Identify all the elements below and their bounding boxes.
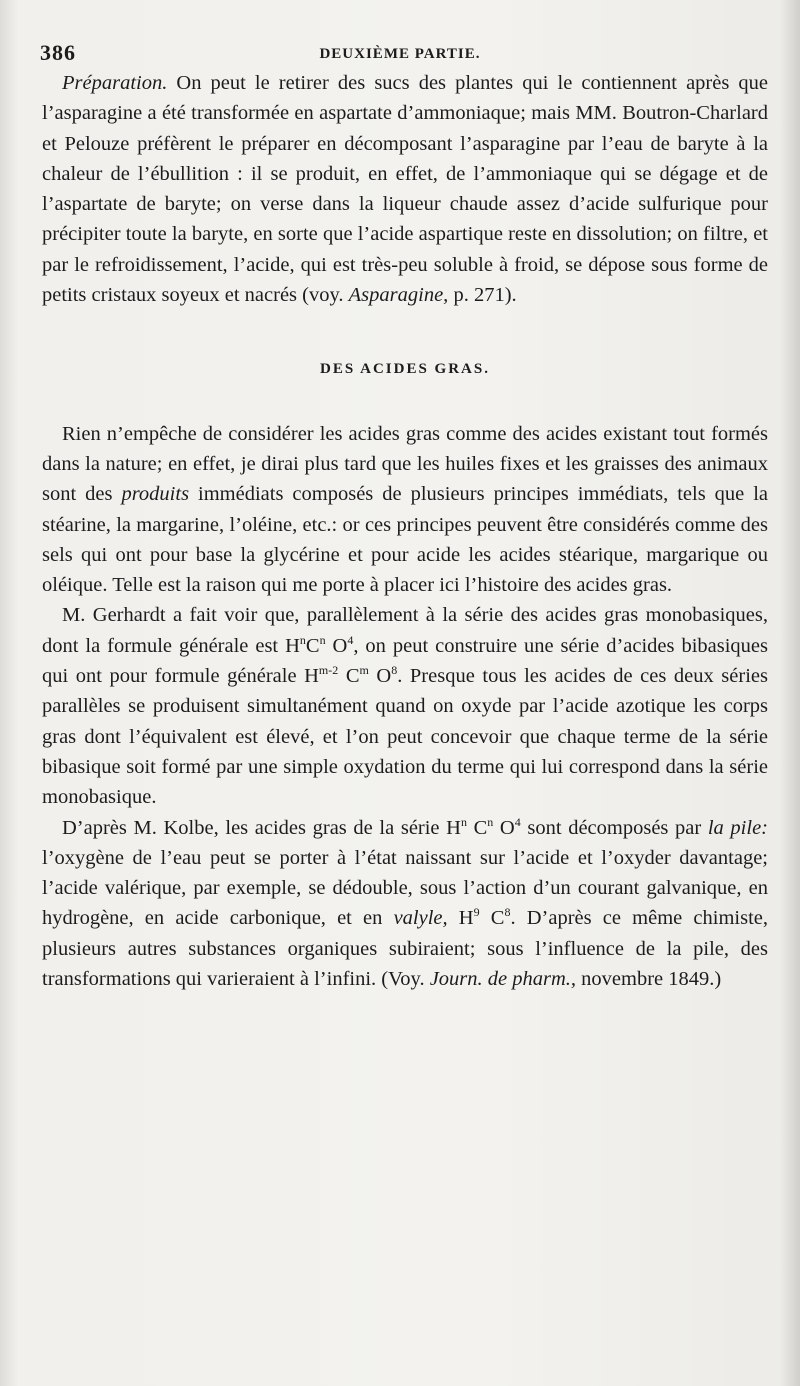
paragraph-text: Rien n’empêche de considérer les acides gras comme des acides existant tout formés dans la nature; en effet, je dirai plus tard que les huiles fixes et les graisses des animaux sont des bbox=[42, 422, 768, 506]
formula-text: H bbox=[447, 907, 474, 930]
paragraph-text: , on peut construire une série d’acides bibasiques qui ont pour formule générale H bbox=[42, 634, 768, 688]
paragraph-text: . Presque tous les acides de ces deux séries parallèles se produisent simultanément quand on oxyde par l’acide azotique les corps gras dont l’équivalent est élevé, et l’on peut concevoir que chaque terme de la série bibasique soit formé par une simple oxydation du terme qui lui correspond dans la série monobasique. bbox=[42, 665, 768, 809]
journal-reference: Journ. de pharm., bbox=[429, 968, 577, 991]
formula-exponent: m bbox=[359, 663, 369, 678]
formula-exponent: 4 bbox=[347, 632, 354, 647]
formula-exponent: m-2 bbox=[318, 663, 339, 678]
body-text bbox=[42, 68, 768, 994]
preparation-lead: Préparation. bbox=[62, 72, 168, 94]
page-header bbox=[40, 40, 760, 70]
running-head: DEUXIÈME PARTIE. bbox=[319, 46, 481, 62]
paragraph-text: p. 271). bbox=[448, 284, 517, 307]
italic-word: produits bbox=[121, 483, 190, 506]
paragraph-text: . D’après ce même chimiste, plusieurs autres substances organiques subiraient; sous l’influence de la pile, des transformations qui varieraient à l’infini. (Voy. bbox=[42, 907, 768, 991]
italic-word: la pile: bbox=[707, 816, 768, 839]
formula-text: C bbox=[466, 816, 488, 839]
formula-text: C bbox=[338, 665, 360, 688]
section-title: DES ACIDES GRAS. bbox=[320, 361, 490, 378]
paragraph-text: l’oxygène de l’eau peut se porter à l’état naissant sur l’acide et l’oxyder davantage; l’acide valérique, par exemple, se dédouble, sous l’action d’un courant galvanique, en hydrogène, en acide carbonique, et en bbox=[42, 846, 768, 930]
italic-word: valyle, bbox=[393, 907, 448, 930]
paragraph-text: novembre 1849.) bbox=[576, 968, 722, 991]
formula-exponent: n bbox=[299, 632, 306, 647]
formula-exponent: 8 bbox=[391, 663, 398, 678]
paragraph-text: immédiats composés de plusieurs principes immédiats, tels que la stéarine, la margarine, l’oléine, etc.: or ces principes peuvent être considérés comme des sels qui ont pour base la glycérine et pour acide les acides stéarique, margarique ou oléique. Telle est la raison qui me porte à placer ici l’histoire des acides gras. bbox=[42, 483, 769, 597]
paragraph-acides-gras bbox=[42, 419, 768, 601]
asparagine-reference: Asparagine, bbox=[348, 284, 449, 307]
formula-exponent: n bbox=[460, 814, 467, 829]
formula-text: O bbox=[325, 634, 348, 657]
formula-text: C bbox=[479, 907, 505, 930]
page-number: 386 bbox=[40, 40, 76, 65]
formula-exponent: n bbox=[319, 632, 326, 647]
formula-text: C bbox=[305, 634, 320, 657]
formula-exponent: n bbox=[487, 814, 494, 829]
paragraph-gerhardt bbox=[42, 600, 768, 812]
paragraph-kolbe bbox=[42, 813, 768, 995]
paragraph-text: M. Gerhardt a fait voir que, parallèlement à la série des acides gras monobasiques, dont la formule générale est H bbox=[42, 604, 768, 657]
paragraph-text: sont décomposés par bbox=[520, 816, 708, 839]
formula-exponent: 4 bbox=[514, 814, 521, 829]
paragraph-text: D’après M. Kolbe, les acides gras de la série H bbox=[62, 816, 461, 839]
formula-exponent: 9 bbox=[473, 905, 480, 920]
formula-text: O bbox=[493, 816, 515, 839]
page-edge-shadow bbox=[780, 0, 800, 1386]
paragraph-text: On peut le retirer des sucs des plantes qui le contiennent après que l’asparagine a été transformée en aspartate d’ammoniaque; mais MM. Boutron-Charlard et Pelouze préfèrent le préparer en décomposant l’asparagine par l’eau de baryte à la chaleur de l’ébullition : il se produit, en effet, de l’ammoniaque qui se dégage et de l’aspartate de baryte; on verse dans la liqueur chaude assez d’acide sulfurique pour précipiter toute la baryte, en sorte que l’acide aspartique reste en dissolution; on filtre, et par le refroidissement, l’acide, qui est très-peu soluble à froid, se dépose sous forme de petits cristaux soyeux et nacrés (voy. bbox=[42, 72, 768, 307]
formula-text: O bbox=[368, 665, 392, 688]
formula-exponent: 8 bbox=[504, 905, 511, 920]
paragraph-preparation bbox=[42, 68, 768, 310]
